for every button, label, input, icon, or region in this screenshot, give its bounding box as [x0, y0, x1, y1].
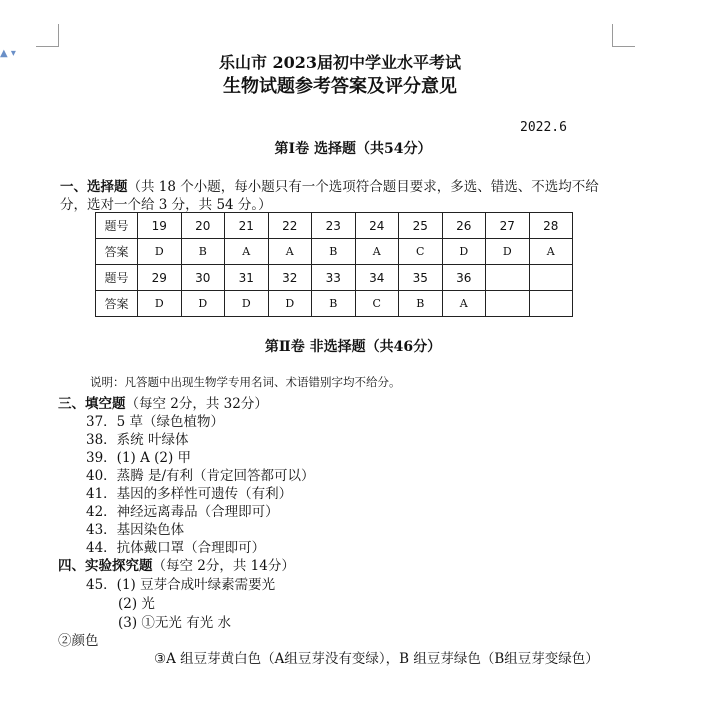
- answer-cell: B: [399, 291, 443, 317]
- section1-instruction-line2: 分，选对一个给 3 分，共 54 分。）: [60, 197, 272, 213]
- row-label-question: 题号: [96, 213, 138, 239]
- side-widget-icon[interactable]: ▲ ▾: [0, 48, 16, 59]
- answer-cell: B: [312, 291, 356, 317]
- question-number: 33: [312, 265, 356, 291]
- question-number: 30: [181, 265, 225, 291]
- part2-heading: 第Ⅱ卷 非选择题（共46分）: [264, 339, 442, 355]
- section1-instruction-text: （共 18 个小题，每小题只有一个选项符合题目要求，多选、错选、不选均不给: [127, 179, 599, 195]
- answer-line: 37．5 草（绿色植物）: [86, 414, 225, 430]
- question-number: 34: [355, 265, 399, 291]
- answer-cell: D: [486, 239, 530, 265]
- answer-cell: D: [181, 291, 225, 317]
- question-number: 32: [268, 265, 312, 291]
- experiment-line: ③A 组豆芽黄白色（A组豆芽没有变绿），B 组豆芽绿色（B组豆芽变绿色）: [154, 651, 599, 667]
- question-number: 26: [442, 213, 486, 239]
- part1-heading: 第Ⅰ卷 选择题（共54分）: [274, 141, 432, 157]
- answer-cell: A: [268, 239, 312, 265]
- answer-line: 39．(1) A (2) 甲: [86, 450, 192, 466]
- answer-line: 42．神经远离毒品（合理即可）: [86, 504, 279, 520]
- question-number: 24: [355, 213, 399, 239]
- section3-label: 三、填空题: [58, 396, 126, 412]
- answer-cell: D: [138, 239, 182, 265]
- answer-line: 38．系统 叶绿体: [86, 432, 189, 448]
- answer-cell: A: [225, 239, 269, 265]
- question-number: 20: [181, 213, 225, 239]
- section4-label: 四、实验探究题: [58, 558, 153, 574]
- grading-note: 说明：凡答题中出现生物学专用名词、术语错别字均不给分。: [90, 375, 401, 389]
- answer-cell: D: [268, 291, 312, 317]
- experiment-line: (2) 光: [118, 596, 155, 612]
- question-number: 23: [312, 213, 356, 239]
- answer-cell: A: [355, 239, 399, 265]
- table-row: [96, 291, 573, 317]
- document-subtitle: 生物试题参考答案及评分意见: [223, 76, 457, 97]
- answer-line: 43．基因染色体: [86, 522, 185, 538]
- table-row: [96, 265, 573, 291]
- row-label-question: 题号: [96, 265, 138, 291]
- section4-heading: [58, 554, 295, 574]
- document-date: 2022.6: [520, 120, 567, 135]
- answer-cell: A: [442, 291, 486, 317]
- section4-score: （每空 2分，共 14分）: [152, 558, 295, 574]
- question-number: 19: [138, 213, 182, 239]
- experiment-line: ②颜色: [58, 633, 99, 649]
- answer-cell: D: [138, 291, 182, 317]
- answer-cell: D: [225, 291, 269, 317]
- answer-line: 44．抗体戴口罩（合理即可）: [86, 540, 266, 556]
- question-number: 28: [529, 213, 573, 239]
- question-number: [529, 265, 573, 291]
- row-label-answer: 答案: [96, 291, 138, 317]
- section1-label: 一、选择题: [60, 179, 128, 195]
- section1-instruction: [60, 175, 599, 195]
- question-number: 31: [225, 265, 269, 291]
- question-number: 22: [268, 213, 312, 239]
- answer-cell: A: [529, 239, 573, 265]
- answer-line: 40．蒸腾 是/有利（肯定回答都可以）: [86, 468, 315, 484]
- answer-cell: D: [442, 239, 486, 265]
- answer-cell: B: [181, 239, 225, 265]
- question-number: 27: [486, 213, 530, 239]
- answer-cell: C: [355, 291, 399, 317]
- document-title: 乐山市 2023届初中学业水平考试: [218, 53, 462, 72]
- answer-cell: [486, 291, 530, 317]
- question-number: 35: [399, 265, 443, 291]
- table-row: [96, 239, 573, 265]
- section3-heading: [58, 392, 268, 412]
- experiment-line: 45．(1) 豆芽合成叶绿素需要光: [86, 577, 276, 593]
- question-number: 36: [442, 265, 486, 291]
- page-corner-mark-top-right: [612, 24, 635, 47]
- question-number: 25: [399, 213, 443, 239]
- question-number: 29: [138, 265, 182, 291]
- question-number: 21: [225, 213, 269, 239]
- row-label-answer: 答案: [96, 239, 138, 265]
- answer-cell: [529, 291, 573, 317]
- section3-score: （每空 2分，共 32分）: [125, 396, 268, 412]
- table-row: [96, 213, 573, 239]
- answer-cell: C: [399, 239, 443, 265]
- answer-cell: B: [312, 239, 356, 265]
- question-number: [486, 265, 530, 291]
- answer-table: [95, 212, 573, 317]
- answer-line: 41．基因的多样性可遗传（有利）: [86, 486, 293, 502]
- page-corner-mark-top-left: [36, 24, 59, 47]
- experiment-line: (3) ①无光 有光 水: [118, 615, 231, 631]
